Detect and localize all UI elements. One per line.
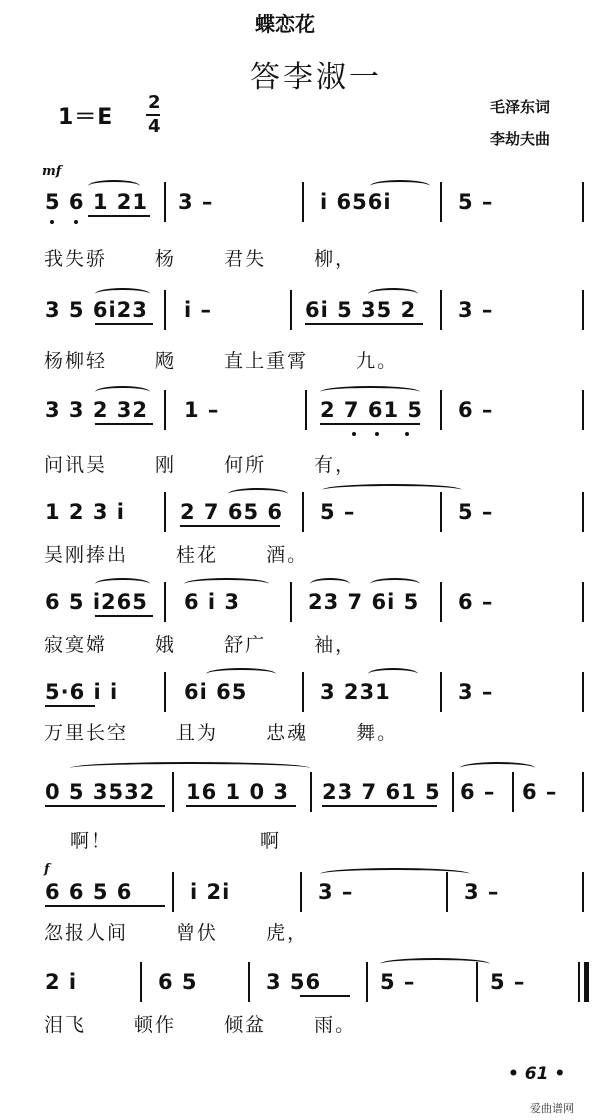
measure-notes: i 656i bbox=[320, 190, 392, 214]
octave-dot bbox=[405, 432, 409, 436]
bar-line bbox=[164, 672, 166, 712]
bar-line bbox=[512, 772, 514, 812]
bar-line bbox=[582, 772, 584, 812]
lyrics-line: 泪飞 顿作 倾盆 雨。 bbox=[44, 1014, 357, 1036]
bar-line bbox=[302, 182, 304, 222]
bar-line bbox=[248, 962, 250, 1002]
bar-line bbox=[290, 582, 292, 622]
measure-notes: 5 – bbox=[490, 970, 526, 994]
bar-line bbox=[582, 672, 584, 712]
bar-line bbox=[164, 182, 166, 222]
lyrics-line: 忽报人间 曾伏 虎， bbox=[44, 922, 309, 944]
measure-notes: i – bbox=[184, 298, 213, 322]
measure-notes: 6i 5 35 2 bbox=[305, 298, 417, 322]
measure-notes: 3 56 bbox=[266, 970, 322, 994]
slur bbox=[184, 578, 269, 590]
dynamic-mark-f: f bbox=[44, 862, 50, 877]
bar-line bbox=[302, 492, 304, 532]
lyrics-line: 我失骄 杨 君失 柳， bbox=[44, 248, 357, 270]
slur bbox=[206, 668, 276, 680]
measure-notes: 5 6 1 21 bbox=[45, 190, 148, 214]
song-title: 蝶恋花 bbox=[255, 12, 315, 36]
beam bbox=[322, 805, 437, 807]
lyrics-line: 问讯吴 刚 何所 有， bbox=[44, 454, 357, 476]
slur bbox=[460, 762, 535, 774]
final-bar-line bbox=[584, 962, 589, 1002]
measure-notes: 6 5 bbox=[158, 970, 198, 994]
song-subtitle: 答李淑一 bbox=[250, 60, 382, 95]
measure-notes: 5 – bbox=[458, 190, 494, 214]
slur bbox=[320, 868, 470, 880]
beam bbox=[305, 323, 423, 325]
bar-line bbox=[582, 872, 584, 912]
measure-notes: 6 i 3 bbox=[184, 590, 241, 614]
beam bbox=[95, 323, 153, 325]
measure-notes: 23 7 6i 5 bbox=[308, 590, 420, 614]
bar-line bbox=[172, 872, 174, 912]
measure-notes: 5 – bbox=[458, 500, 494, 524]
bar-line bbox=[302, 672, 304, 712]
bar-line bbox=[582, 182, 584, 222]
bar-line bbox=[290, 290, 292, 330]
slur bbox=[95, 578, 150, 590]
bar-line bbox=[164, 582, 166, 622]
lyrics-line: 寂寞嫦 娥 舒广 袖， bbox=[44, 634, 357, 656]
slur bbox=[95, 288, 150, 300]
bar-line bbox=[582, 582, 584, 622]
measure-notes: 6 – bbox=[460, 780, 496, 804]
bar-line bbox=[582, 290, 584, 330]
beam bbox=[320, 423, 420, 425]
measure-notes: 23 7 61 5 bbox=[322, 780, 441, 804]
dynamic-mark-mf: mf bbox=[42, 164, 62, 179]
bar-line bbox=[440, 672, 442, 712]
measure-notes: 16 1 0 3 bbox=[186, 780, 289, 804]
time-signature-bottom: 4 bbox=[148, 116, 162, 137]
key-signature: 1＝E bbox=[58, 105, 114, 130]
beam bbox=[95, 423, 153, 425]
measure-notes: 5·6 i i bbox=[45, 680, 119, 704]
bar-line bbox=[440, 290, 442, 330]
bar-line bbox=[440, 390, 442, 430]
slur bbox=[95, 386, 150, 398]
measure-notes: 1 2 3 i bbox=[45, 500, 125, 524]
bar-line bbox=[164, 492, 166, 532]
measure-notes: 2 7 65 6 bbox=[180, 500, 283, 524]
bar-line bbox=[140, 962, 142, 1002]
lyrics-line: 杨柳轻 飏 直上重霄 九。 bbox=[44, 350, 399, 372]
beam bbox=[186, 805, 296, 807]
beam bbox=[180, 525, 280, 527]
measure-notes: 3 – bbox=[178, 190, 214, 214]
measure-notes: 2 7 61 5 bbox=[320, 398, 423, 422]
measure-notes: 3 5 6i23 bbox=[45, 298, 148, 322]
measure-notes: 6 – bbox=[522, 780, 558, 804]
measure-notes: 6 5 i265 bbox=[45, 590, 148, 614]
beam bbox=[45, 805, 165, 807]
lyrics-line: 啊！ 啊 bbox=[70, 830, 282, 852]
bar-line bbox=[366, 962, 368, 1002]
measure-notes: 3 – bbox=[458, 298, 494, 322]
bar-line bbox=[164, 290, 166, 330]
octave-dot bbox=[375, 432, 379, 436]
slur bbox=[368, 288, 418, 300]
bar-line bbox=[582, 390, 584, 430]
octave-dot bbox=[50, 220, 54, 224]
bar-line bbox=[452, 772, 454, 812]
slur bbox=[380, 958, 490, 970]
beam bbox=[88, 215, 150, 217]
measure-notes: 6i 65 bbox=[184, 680, 248, 704]
slur bbox=[370, 578, 420, 590]
composer-credit: 李劫夫曲 bbox=[490, 130, 551, 148]
measure-notes: i 2i bbox=[190, 880, 231, 904]
bar-line bbox=[440, 582, 442, 622]
slur bbox=[88, 180, 140, 192]
measure-notes: 6 6 5 6 bbox=[45, 880, 133, 904]
slur bbox=[320, 386, 420, 398]
lyricist-credit: 毛泽东词 bbox=[490, 98, 551, 116]
beam bbox=[45, 705, 95, 707]
bar-line bbox=[172, 772, 174, 812]
bar-line bbox=[440, 182, 442, 222]
lyrics-line: 万里长空 且为 忠魂 舞。 bbox=[44, 722, 399, 744]
measure-notes: 0 5 3532 bbox=[45, 780, 156, 804]
bar-line bbox=[310, 772, 312, 812]
octave-dot bbox=[74, 220, 78, 224]
measure-notes: 3 3 2 32 bbox=[45, 398, 148, 422]
bar-line bbox=[305, 390, 307, 430]
beam bbox=[45, 905, 165, 907]
beam bbox=[95, 615, 153, 617]
measure-notes: 5 – bbox=[380, 970, 416, 994]
bar-line bbox=[578, 962, 580, 1002]
slur bbox=[370, 180, 430, 192]
measure-notes: 6 – bbox=[458, 398, 494, 422]
beam bbox=[300, 995, 350, 997]
bar-line bbox=[300, 872, 302, 912]
watermark: 爱曲谱网 bbox=[530, 1102, 574, 1115]
octave-dot bbox=[352, 432, 356, 436]
time-signature-top: 2 bbox=[148, 92, 162, 113]
measure-notes: 3 231 bbox=[320, 680, 391, 704]
measure-notes: 3 – bbox=[464, 880, 500, 904]
measure-notes: 6 – bbox=[458, 590, 494, 614]
lyrics-line: 吴刚捧出 桂花 酒。 bbox=[44, 544, 309, 566]
bar-line bbox=[582, 492, 584, 532]
measure-notes: 1 – bbox=[184, 398, 220, 422]
slur bbox=[322, 484, 462, 496]
page-number: • 61 • bbox=[508, 1064, 566, 1084]
measure-notes: 3 – bbox=[458, 680, 494, 704]
bar-line bbox=[440, 492, 442, 532]
measure-notes: 2 i bbox=[45, 970, 78, 994]
slur bbox=[70, 762, 310, 774]
bar-line bbox=[164, 390, 166, 430]
measure-notes: 5 – bbox=[320, 500, 356, 524]
slur bbox=[310, 578, 350, 590]
slur bbox=[228, 488, 288, 500]
measure-notes: 3 – bbox=[318, 880, 354, 904]
slur bbox=[368, 668, 418, 680]
